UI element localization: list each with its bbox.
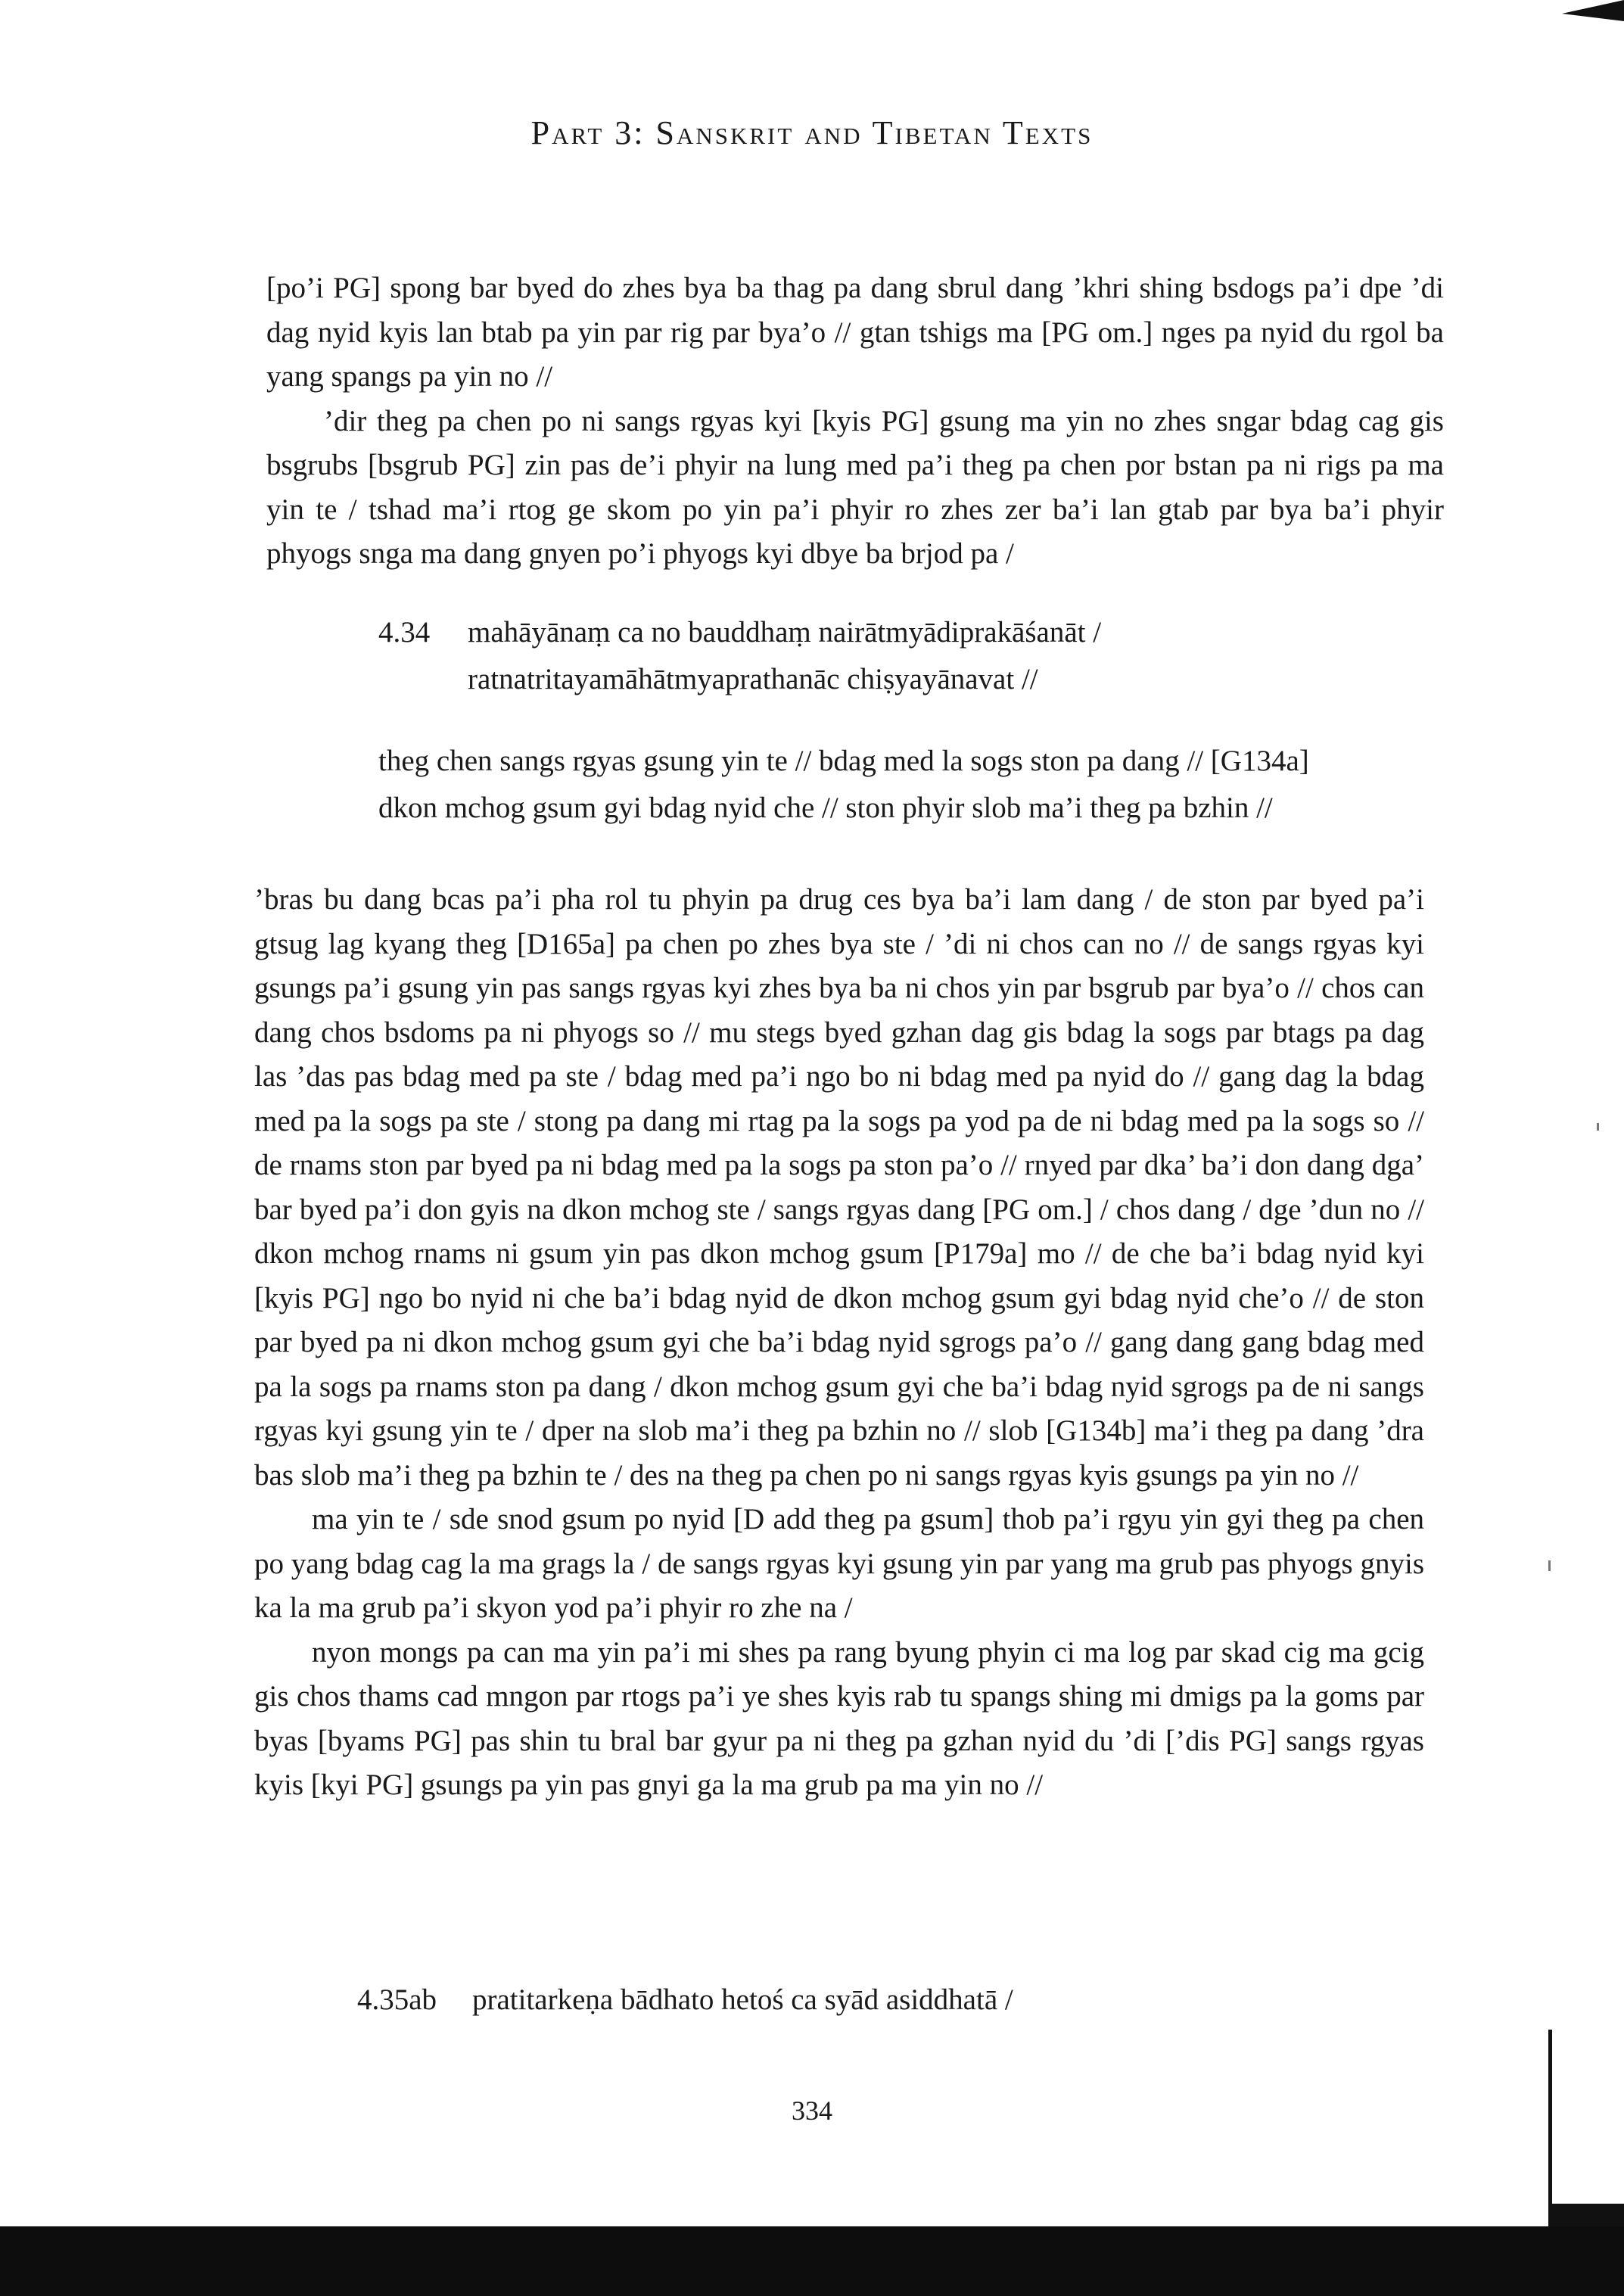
translation-line: theg chen sangs rgyas gsung yin te // bdag med la sogs ston pa dang // [G134a] (378, 745, 1309, 777)
verse-line: ratnatritayamāhātmyaprathanāc chiṣyayānavat // (468, 663, 1038, 695)
opening-paragraphs (266, 266, 1444, 577)
verse-text: mahāyānaṃ ca no bauddhaṃ nairātmyādiprakāśanāt / (468, 616, 1102, 649)
translation-line: dkon mchog gsum gyi bdag nyid che // ston phyir slob ma’i theg pa bzhin // (378, 792, 1273, 824)
paragraph: ’bras bu dang bcas pa’i pha rol tu phyin pa drug ces bya ba’i lam dang / de ston par byed pa’i gtsug lag kyang theg [D165a] pa chen po zhes bya ste / ’di ni chos can no // de sangs rgyas kyi gsungs pa’i gsung yin pas sangs rgyas kyi zhes bya ba ni chos yin par bsgrub par bya’o // chos can dang chos bsdoms pa ni phyogs so // mu stegs byed gzhan dag gis bdag la sogs par btags pa dag las ’das pas bdag med pa ste / bdag med pa’i ngo bo ni bdag med pa nyid do // gang dag la bdag med pa la sogs pa ste / stong pa dang mi rtag pa la sogs pa yod pa de ni bdag med pa la sogs so // de rnams ston par byed pa ni bdag med pa la sogs pa ston pa’o // rnyed par dka’ ba’i don dang dga’ bar byed pa’i don gyis na dkon mchog ste / sangs rgyas dang [PG om.] / chos dang / dge ’dun no // dkon mchog rnams ni gsum yin pas dkon mchog gsum [P179a] mo // de che ba’i bdag nyid kyi [kyis PG] ngo bo nyid ni che ba’i bdag nyid de dkon mchog gsum gyi bdag nyid che’o // de ston par byed pa ni dkon mchog gsum gyi che ba’i bdag nyid sgrogs pa’o // gang dang gang bdag med pa la sogs pa rnams ston pa dang / dkon mchog gsum gyi che ba’i bdag nyid sgrogs pa de ni sangs rgyas kyi gsung yin te / dper na slob ma’i theg pa bzhin no // slob [G134b] ma’i theg pa dang ’dra bas slob ma’i theg pa bzhin te / des na theg pa chen po ni sangs rgyas kyis gsungs pa yin no // (254, 883, 1424, 1492)
scan-speck (1548, 1560, 1551, 1571)
verse-number: 4.35ab (357, 1983, 437, 2016)
verse-number: 4.34 (378, 616, 431, 649)
paragraph: [po’i PG] spong bar byed do zhes bya ba thag pa dang sbrul dang ’khri shing bsdogs pa’i dpe ’di dag nyid kyis lan btab pa yin par rig par bya’o // gtan tshigs ma [PG om.] nges pa nyid du rgol ba yang spangs pa yin no // (266, 272, 1444, 393)
scan-page-edge (1548, 2030, 1552, 2226)
sanskrit-verse-4-35ab (357, 1977, 1341, 2024)
scan-page-edge-foot (1548, 2204, 1624, 2226)
sanskrit-verse-4-34 (378, 609, 1362, 703)
scan-bottom-shadow (0, 2226, 1624, 2296)
page-number: 334 (792, 2095, 832, 2126)
tibetan-translation-4-34 (378, 738, 1438, 832)
scan-speck (1597, 1123, 1599, 1131)
scan-corner-mark (1562, 0, 1624, 21)
paragraph: nyon mongs pa can ma yin pa’i mi shes pa rang byung phyin ci ma log par skad cig ma gcig gis chos thams cad mngon par rtogs pa’i ye shes kyis rab tu spangs shing mi dmigs pa la goms par byas [byams PG] pas shin tu bral bar gyur pa ni theg pa gzhan nyid du ’di [’dis PG] sangs rgyas kyis [kyi PG] gsungs pa yin pas gnyi ga la ma grub pa ma yin no // (254, 1635, 1424, 1801)
commentary-paragraphs (254, 878, 1424, 1808)
paragraph: ma yin te / sde snod gsum po nyid [D add theg pa gsum] thob pa’i rgyu yin gyi theg pa chen po yang bdag cag la ma grags la / de sangs rgyas kyi gsung yin par yang ma grub pas phyogs gnyis ka la ma grub pa’i skyon yod pa’i phyir ro zhe na / (254, 1503, 1424, 1624)
running-head: Part 3: Sanskrit and Tibetan Texts (530, 114, 1094, 151)
verse-line (378, 609, 1362, 656)
verse-text: pratitarkeṇa bādhato hetoś ca syād asiddhatā / (472, 1983, 1013, 2016)
verse-line (357, 1977, 1341, 2024)
paragraph: ’dir theg pa chen po ni sangs rgyas kyi [kyis PG] gsung ma yin no zhes sngar bdag cag gis bsgrubs [bsgrub PG] zin pas de’i phyir na lung med pa’i theg pa chen por bstan pa ni rigs pa ma yin te / tshad ma’i rtog ge skom po yin pa’i phyir ro zhes zer ba’i lan gtab par bya ba’i phyir phyogs snga ma dang gnyen po’i phyogs kyi dbye ba brjod pa / (266, 404, 1444, 570)
